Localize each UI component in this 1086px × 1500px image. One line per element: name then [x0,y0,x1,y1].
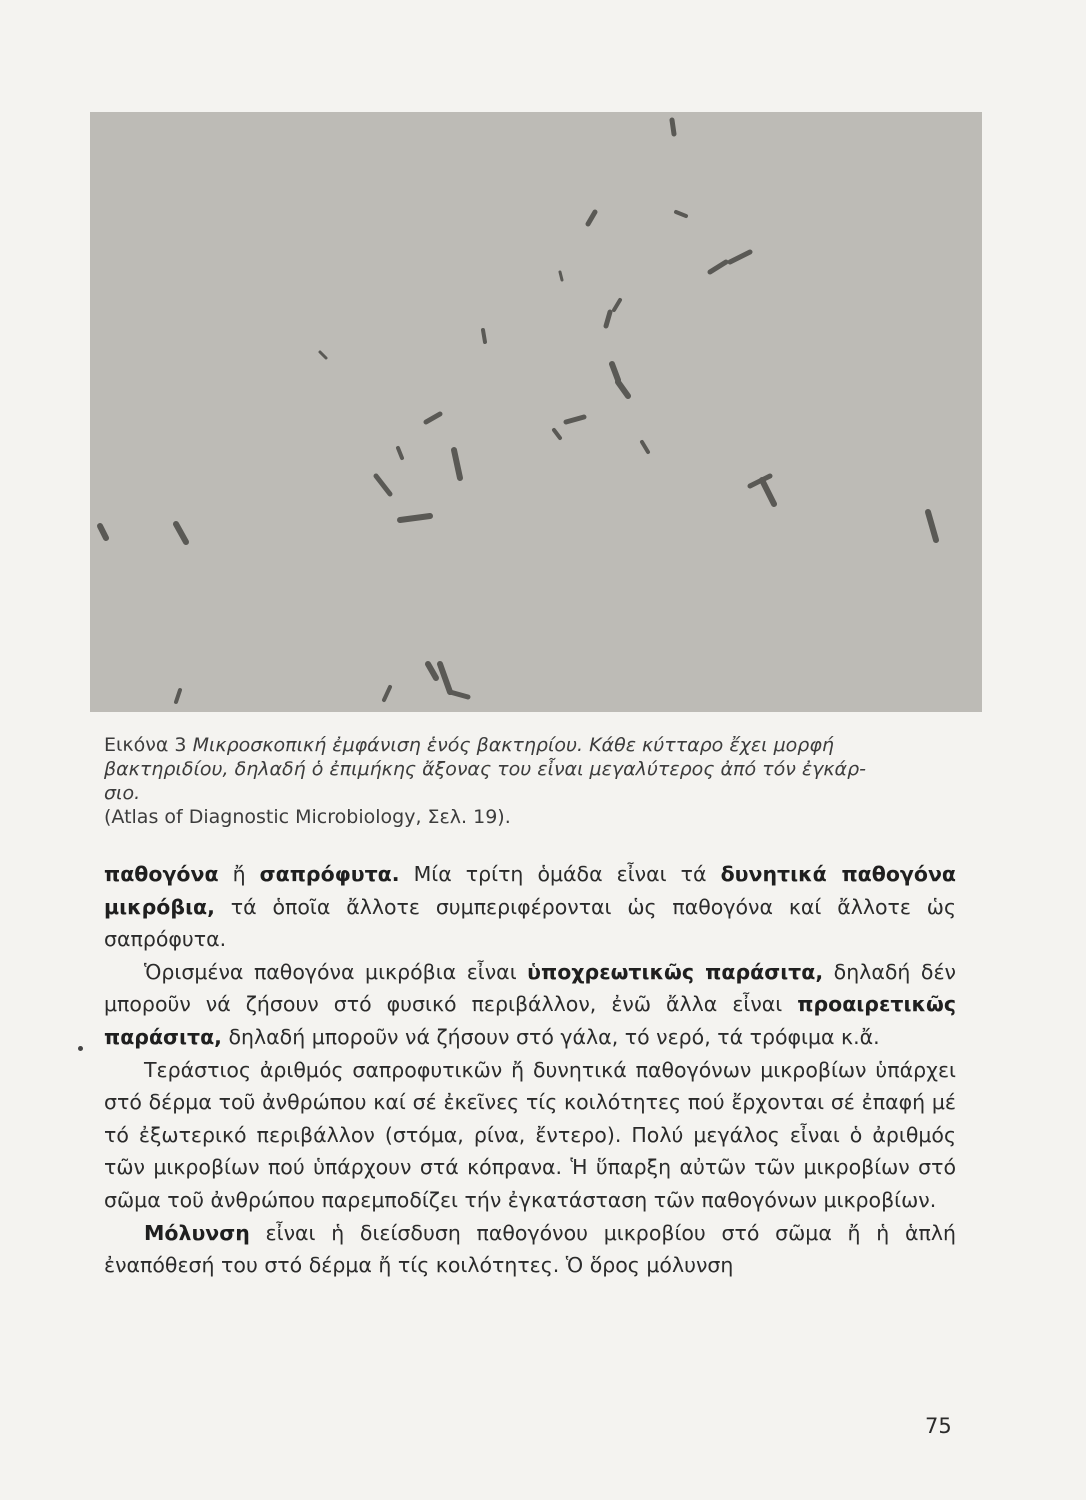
bacterium [606,312,610,326]
bacterium [320,352,326,358]
bacterium [450,692,468,697]
bacterium [762,480,774,504]
paragraph-2 [104,956,956,1054]
bacteria-image [90,112,982,712]
bacterium [928,512,936,540]
term-saprophytes: σαπρόφυτα. [259,862,400,886]
bacterium [400,516,430,520]
bacterium [454,450,460,478]
bacterium [730,252,750,262]
caption-line-1 [104,733,964,757]
bacterium [618,382,628,396]
body-text [104,858,956,1282]
text-run: τά ὁποῖα ἄλλοτε συμπεριφέρονται ὡς παθογόνα καί ἄλλοτε ὡς σαπρόφυτα. [104,894,956,952]
bacterium [100,526,106,538]
text-run: ἤ [218,862,260,886]
bacterium [642,442,648,452]
text-run: δηλαδή δέν μποροῦν νά ζήσουν στό φυσικό περιβάλλον, ἐνῶ ἄλλα εἶναι [104,959,956,1017]
term-pathogenic: παθογόνα [104,862,219,886]
bacterium [566,417,584,422]
bacterium [428,664,436,678]
bacterium [384,687,390,700]
bacterium [176,524,186,542]
bacterium [426,414,440,422]
bacterium [560,272,562,280]
text-run: δηλαδή μποροῦν νά ζήσουν στό γάλα, τό νερό, τά τρόφιμα κ.ἄ. [221,1024,880,1049]
bacterium [176,690,180,702]
caption-line-3: σιο. [104,782,141,804]
microscope-figure [90,112,982,712]
page-number: 75 [925,1414,952,1438]
paragraph-4 [104,1217,956,1282]
bacterium [398,448,402,458]
caption-text-1: Μικροσκοπική ἐμφάνιση ἑνός βακτηρίου. Κάθε κύτταρο ἔχει μορφή [192,734,834,756]
term-facultative-parasites: προαιρετικῶς παράσιτα, [104,992,956,1049]
bacterium [440,664,450,692]
paragraph-3: Τεράστιος ἀριθμός σαπροφυτικῶν ἤ δυνητικά παθογόνων μικροβίων ὑπάρχει στό δέρμα τοῦ ἀνθρώπου καί σέ ἐκεῖνες τίς κοιλότητες πού ἔρχονται σέ ἐπαφή μέ τό ἐξωτερικό περιβάλλον (στόμα, ρίνα, ἔντερο). Πολύ μεγάλος εἶναι ὁ ἀριθμός τῶν μικροβίων πού ὑπάρχουν στά κόπρανα. Ἡ ὕπαρξη αὐτῶν τῶν μικροβίων στό σῶμα τοῦ ἀνθρώπου παρεμποδίζει τήν ἐγκατάσταση τῶν παθογόνων μικροβίων. [104,1057,956,1212]
term-opportunistic: δυνητικά παθογόνα μικρόβια, [104,862,957,919]
bacterium [672,120,674,134]
bacterium [710,262,726,272]
caption-line-2: βακτηριδίου, δηλαδή ὁ ἐπιμήκης ἄξονας του εἶναι μεγαλύτερος ἀπό τόν ἐγκάρ- [104,758,866,780]
bacterium [676,212,686,216]
text-run: εἶναι ἡ διείσδυση παθογόνου μικροβίου στό σῶμα ἤ ἡ ἁπλή ἐναπόθεσή του στό δέρμα ἤ τίς κοιλότητες. Ὁ ὅρος μόλυνση [104,1220,956,1278]
bacterium [554,430,560,438]
paragraph-1 [104,858,956,956]
caption-source: (Atlas of Diagnostic Microbiology, Σελ. 19). [104,806,511,828]
term-obligate-parasites: ὑποχρεωτικῶς παράσιτα, [527,959,824,984]
text-run: Ὁρισμένα παθογόνα μικρόβια εἶναι [144,959,528,984]
bacterium [376,476,390,494]
bacterium [483,330,485,342]
text-run: Μία τρίτη ὁμάδα εἶναι τά [399,862,721,886]
bacterium [612,364,618,380]
caption-label: Εικόνα 3 [104,734,187,756]
margin-dot [78,1046,83,1051]
bacterium [588,212,595,224]
bacterium [614,300,620,310]
term-infection: Μόλυνση [144,1220,250,1245]
figure-caption [104,733,964,829]
